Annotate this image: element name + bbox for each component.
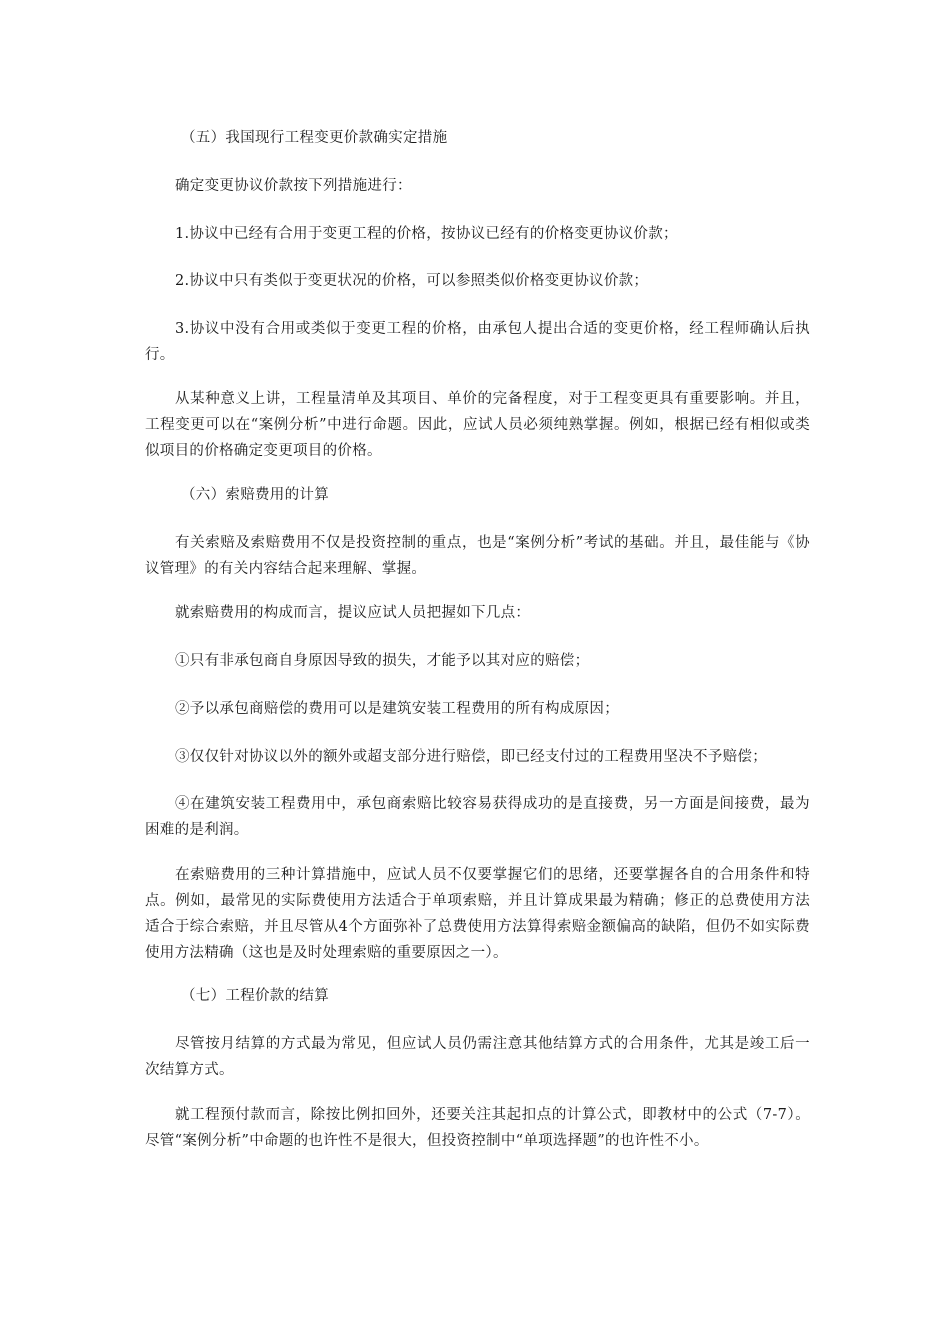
list-item: 1.协议中已经有合用于变更工程的价格，按协议已经有的价格变更协议价款； <box>175 226 678 242</box>
list-item: ④在建筑安装工程费用中，承包商索赔比较容易获得成功的是直接费，另一方面是间接费，最为困难的是利润。 <box>145 796 810 838</box>
list-item: 3.协议中没有合用或类似于变更工程的价格，由承包人提出合适的变更价格，经工程师确认后执行。 <box>145 321 810 363</box>
list-item: ②予以承包商赔偿的费用可以是建筑安装工程费用的所有构成原因； <box>175 701 619 717</box>
paragraph: 确定变更协议价款按下列措施进行： <box>175 178 412 194</box>
list-item: ③仅仅针对协议以外的额外或超支部分进行赔偿，即已经支付过的工程费用坚决不予赔偿； <box>175 749 767 765</box>
paragraph: 就索赔费用的构成而言，提议应试人员把握如下几点： <box>175 605 531 621</box>
section-heading-7: （七）工程价款的结算 <box>181 988 329 1004</box>
paragraph: 就工程预付款而言，除按比例扣回外，还要关注其起扣点的计算公式，即教材中的公式（7-7）。尽管“案例分析”中命题的也许性不是很大，但投资控制中“单项选择题”的也许性不小。 <box>145 1107 810 1149</box>
section-heading-5: （五）我国现行工程变更价款确实定措施 <box>181 130 448 146</box>
section-heading-6: （六）索赔费用的计算 <box>181 487 329 503</box>
paragraph: 尽管按月结算的方式最为常见，但应试人员仍需注意其他结算方式的合用条件，尤其是竣工后一次结算方式。 <box>145 1036 810 1078</box>
paragraph: 在索赔费用的三种计算措施中，应试人员不仅要掌握它们的思绪，还要掌握各自的合用条件和特点。例如，最常见的实际费使用方法适合于单项索赔，并且计算成果最为精确；修正的总费使用方法适合于综合索赔，并且尽管从4个方面弥补了总费使用方法算得索赔金额偏高的缺陷，但仍不如实际费使用方法精确（这也是及时处理索赔的重要原因之一）。 <box>145 867 810 961</box>
list-item: 2.协议中只有类似于变更状况的价格，可以参照类似价格变更协议价款； <box>175 273 649 289</box>
paragraph: 有关索赔及索赔费用不仅是投资控制的重点，也是“案例分析”考试的基础。并且，最佳能与《协议管理》的有关内容结合起来理解、掌握。 <box>145 535 810 577</box>
list-item: ①只有非承包商自身原因导致的损失，才能予以其对应的赔偿； <box>175 653 590 669</box>
paragraph: 从某种意义上讲，工程量清单及其项目、单价的完备程度，对于工程变更具有重要影响。并且，工程变更可以在“案例分析”中进行命题。因此，应试人员必须纯熟掌握。例如，根据已经有相似或类似项目的价格确定变更项目的价格。 <box>145 391 810 459</box>
